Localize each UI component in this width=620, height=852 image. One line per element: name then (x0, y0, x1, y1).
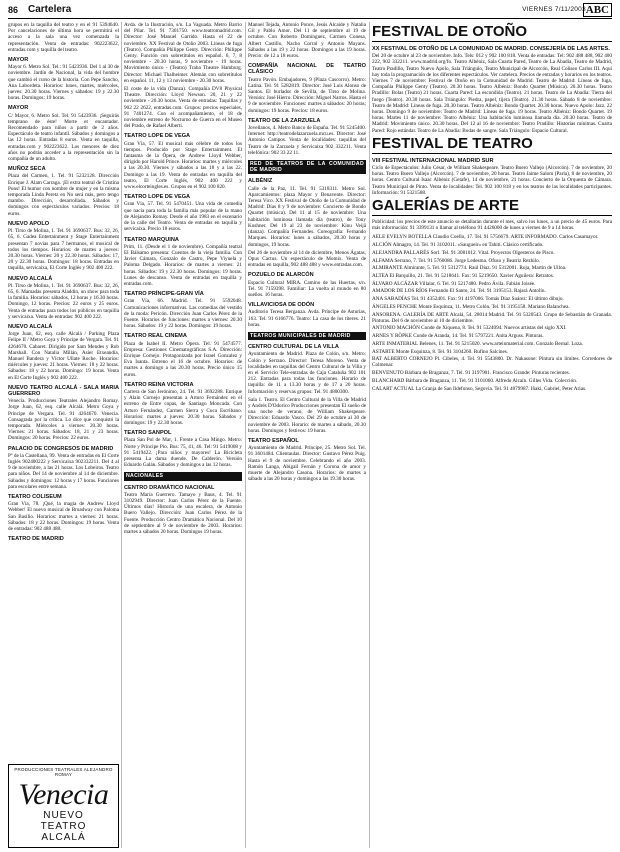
listing (8, 446, 119, 490)
listing (8, 494, 119, 532)
listing (248, 63, 366, 114)
gallery-item: ARNES Y RÖPKE Conde de Aranda, 14. Tel. 91 5797221. Anita Arguss. Pinturas. (372, 333, 544, 340)
listing (124, 430, 242, 468)
gallery-item: AELE EVELYN BOTELLA Claudio Coello, 17. Tel. 91 5756679. ARTE INFORMADO. Carlos Casamayor. (372, 234, 599, 241)
listing (124, 22, 242, 84)
teatro-text: Ciclo de Espectáculos: Julio César, de William Shakespeare. Teatro Buero Vallejo (Alcorcón). 7 de noviembre, 20 horas. Teatro Buero Vallejo (Alcorcón). 7 de noviembre, 20 horas. Teatro Jaime Salom (Parla), 8 de noviembre, 20 horas. Centro Cultural Isaac Albéniz (Getafe), 14 de noviembre, 21 horas. Concierto de la Orquesta de Cámara. Teatro Municipal de Pinto. Venta de localidades: Tel. 902 100 818 y en los teatros de las localidades participantes. Información: 91 5321588. (372, 165, 612, 196)
listing (8, 536, 119, 542)
listing-title: TEATRO REAL CINEMA (124, 333, 187, 340)
listing (8, 166, 119, 217)
intro-text: grupos en la taquilla del teatro y en el 91 5394640. Por cancelaciones de última hora se permitirá el acceso a la sala una vez comenzada la representación. Venta de entradas: 902223622, entradas.com y taquilla del teatro. (8, 22, 119, 53)
listing-title: TEATRO LOPE DE VEGA (124, 133, 191, 140)
column-4 (372, 22, 612, 848)
gallery-item: ANSORENA. GALERÍA DE ARTE Alcalá, 54. 28014 Madrid. Tel. 91 5320543. Grupo de Sebastián de Granada. Pinturas. Del 6 de noviembre al 10 de diciembre. (372, 311, 612, 324)
listing-text: Ayuntamiento de Madrid. Plaza de Colón, s/n. Metro: Colón y Serrano. Director: Teresa Moreno. Venta de localidades en taquillas del Centro Cultural de la Villa y en el Servicio Tele-entradas de Caja Cataluña 902 101 212. Entradas para todas las funciones. Horario de taquilla: de 11 a 13.30 horas y de 17 a 20 horas. Información y reservas grupos: Tel. 91 4800300. (248, 351, 366, 395)
listing-title: TEATRO ESPAÑOL (248, 437, 299, 444)
newspaper-logo: ABC (583, 3, 612, 17)
listing-title: TEATRO DE MADRID (8, 536, 64, 543)
listing-text: Carrera de San Jerónimo, 24. Tel. 91 3692288. Enrique y Alain Cornejo presentan a Arturo Fernández en el estreno de Entre copas, de Santiago Moncada. Con Arturo Fernández, Carmen Sierra y Cuca Escribano. Horarios: martes a jueves: 20.30 horas. Sábados y domingos: 19 y 22.30 horas. (124, 388, 242, 426)
venecia-advertisement (8, 764, 119, 848)
gallery-item: ALMIRANTE Almirante, 5. Tel. 91 5312774. Raúl Díaz. 91 5312001. Roja, Martín de Ulloa. (372, 265, 567, 272)
listing-text: Gran Vía, 57. Tel. 91 5470451. Una vida de comedia que nacía para toda la familia más popular de la mano de Alejandro Romay. Desde el año 1983 en el escenario de la calle del Teatro. Venta de entradas en taquilla y servicaixa. Precio 18 euros. (124, 201, 242, 233)
listing-text: Plaza del Carmen, 1. Tel. 91 5232128. Dirección Enrique J. Alam Carraga. ¡El extra teatral de Cristina Pons! El humor con nombre de mujer y en la misma temporada Linda Peretz en No será más, pero tengo mambo. Dirección, desarrollada. Sábados y domingos con espectáculos variados. Precios: 18 euros. (8, 173, 119, 217)
listing (8, 276, 119, 320)
gallery-item: ÁLVARO ALCÁZAR Villalar, 6. Tel. 91 5217480. Pedro Ávila. Fabián Joisée. (372, 280, 536, 287)
gallery-item: BLANCHARD Bárbara de Braganza, 11. Tel. 91 3101060. Alfredo Alcaín. Gilles Vida. Colección. (372, 377, 578, 384)
listing (124, 485, 242, 536)
listing-title: TEATRO COLISEUM (8, 494, 62, 501)
section-bar: NACIONALES (124, 472, 242, 480)
listing-title: CENTRO CULTURAL DE LA VILLA (248, 344, 339, 351)
listing-text: Teatro Pavón. Embajadores, 9 (Plaza Cascorro). Metro: Latina. Tel. 91 5282819. Director: José Luis Alonso de Santos. El burlador de Sevilla, de Tirso de Molina. Versión: José Hierro. Dirección: Miguel Narros. Hasta el 9 de noviembre. Funciones: martes a sábados: 20 horas; domingos: 19 horas. Precios: 18 euros. (248, 76, 366, 114)
listing-text: Pl. Tirso de Molina, 1. Tel. 91 3690637. Bus: 32, 26, 65, 6. Mamadas presenta Aladdin, un show para toda la familia. Horarios: sábados, 12 horas y 16.30 horas. Domingo, 12 horas. Precios: 22 euros y 25 euros. Venta de entradas para todos los públicos en taquilla y servicaixa. Venta de entradas: 902 400 222. (8, 282, 119, 320)
listing-text: Venecia. Producciones Teatrales Alejandro Romay. Jorge Juan, 62, esq. calle Alcalá. Metro Goya y Príncipe de Vergara. Tel. 91 4264670. Venecia. Consagrada por la crítica. Lo dice que conquistó la temporada. Miércoles a viernes: 20.30 horas. Viernes: 21 horas. Sábados: 18, 21 y 23 horas. Domingos: 20 horas. Precios: 22 euros. (8, 398, 119, 442)
listing (124, 237, 242, 288)
gallery-item: ASTARTE Monte Esquinza, 8. Tel. 91 3104260. Rufino Salcines. (372, 348, 509, 355)
listing (124, 333, 242, 377)
gallery-item: BENVENUTO Bárbara de Braganza, 7. Tel. 91 3197901. Francisco Grande: Pinturas recientes. (372, 370, 570, 377)
listing-text: Avda. de la Ilustración, s/n. La Vaguada. Metro Barrio del Pilar. Tel. 91 7301750. www.teatromadrid.com. Director: José Manuel Garrido. Hasta el 22 de noviembre. XX Festival de Otoño 2003. Líneas de fuga (Teatro). Compañía Philippe Genty. Dirección: Philippe Genty. Función con sobretítulos en español. 6, 7, 8 noviembre - 20.30 horas, 9 noviembre - 19 horas. Movimiento único - (Teatro) Traba Theatre Hamburg. Director: Michael Thalheimer. Alemán con sobretítulos en español. 11, 12 y 13 noviembre - 20.30 horas. (124, 22, 242, 84)
gallery-item: ALFAMA Serrano, 7. Tel. 91 5760086. Jorge Ledesma. Ofuso y Beatriz Rezhilo. (372, 257, 541, 264)
listing (124, 382, 242, 426)
column-divider (245, 22, 246, 848)
listing-title: ALBÉNIZ (248, 178, 273, 185)
listing (124, 291, 242, 329)
listing-text: Gran Vía, 66. Madrid. Tel. 91 5592048. Comunicaciones informativas. Las comedias del vestido de la moda: Pericón. Dirección Juan Carlos Pérez de la Fuente. Horarios de funciones: martes a viernes: 20.30 horas. Sábados: 19 y 22 horas. Domingos: 19 horas. (124, 298, 242, 330)
listing-title: MAYOR (8, 57, 29, 64)
listing-text: Gran Vía, 57. El musical más célebre de todos los tiempos. Producido por Stage Entertainment. El fantasma de la Ópera, de Andrew Lloyd Webber, dirigido por Harold Prince. Horarios: martes y miércoles a las 20.30. Viernes y sábados a las 18 y a las 22. Domingo a las 19. Venta de entradas en taquilla del teatro, El Corte Inglés, 902 400 222 y www.elcorteingles.es. Grupos en el 902 100 820. (124, 140, 242, 191)
listing-title: NUEVO ALCALÁ (8, 275, 53, 282)
listing-text: Teatro María Guerrero. Tamayo y Baus, 4. Tel. 91 3102949. Director: Juan Carlos Pérez de la Fuente. Últimos días! Historia de una escalera, de Antonio Buero Vallejo. Dirección: Juan Carlos Pérez de la Fuente. Producción Centro Dramático Nacional. Del 10 de septiembre al 9 de noviembre de 2003. Horarios: martes a sábados 20 horas. Domingos 19 horas. (124, 491, 242, 536)
listing-title: TEATRO MARQUINA (124, 236, 179, 243)
festival-text: Del 20 de octubre al 23 de noviembre. Info. Tels: 012 y 902 100 818. Venta de entradas: Tel: 902 488 488, 902 400 222, 902 332211. www.madrid.org/fo. Teatro Albéniz, Sala Cuarta Pared, Teatro de La Abadía, Teatro de Madrid, Teatro Pradillo, Teatro Nuevo Apolo, Sala Triángulo, Teatro Municipal de Alcorcón, Real Coliseo Carlos III. Aquí hay toda la programación de los diferentes espectáculos. Ver cartelera. Precios de entradas y horarios en los teatros. Viernes 7 de noviembre: Festival de Otoño en la Comunidad de Madrid. Teatro de Madrid: Líneas de fuga, Compañía Philippe Genty (Teatro). 20.30 horas. Teatro Albéniz: Bondo Quartet (Música). 20.30 horas. Teatro Pradillo: Bolas (Teatro) 21 horas. Cuarta Pared: La escondida (Teatro). 21 horas. Teatro de La Abadía: Tierra del fuego (Teatro). 20.30 horas. Sala Triángulo: Piedra, papel, tijera (Teatro). 21.30 horas. Sábado 8 de noviembre: Teatro de Madrid: Líneas de fuga. 20.30 horas. Teatro Albéniz: Bondo Quartet. 20.30 horas. Nuevo Apolo: Jazz. 22 horas. Domingo 9 de noviembre: Teatro de Madrid: Líneas de fuga. 19 horas. Teatro Albéniz: Bondo Quartet. 19 horas. Martes 11 de noviembre: Teatro Albéniz: Una habitación luminosa llamada día. 20.30 horas. Teatro de Madrid: Movimiento único. 20.30 horas. Del 12 al 16 de noviembre: Teatro Pradillo: Historias mínimas. Cuarta Pared: Rojo estándar. Teatro de La Abadía: Bodas de sangre. Sala Triángulo: Espacio Cultural. (372, 53, 612, 134)
listing-text: Mayor 6. Metro Sol. Tel.: 91 5423936. Del 1 al 30 de noviembre. Jardín de Nacional, la vida del hombre que cambió el curso de la historia. Con Pepe Sancho, Ana Labordeta. Horarios: lunes, martes, miércoles, jueves: 20.30 horas. Viernes y sábados: 19 y 22.30 horas. Domingos: 19 horas. (8, 64, 119, 102)
listing-text: Ayuntamiento de Madrid. Príncipe, 25. Metro Sol. Tel. 91 3601484. Clientaulas. Director: Gustavo Pérez Puig. Hasta el 9 de noviembre. Celebrando el año 2003. Ramón Langa, Abigail Fernán y Corona de amor y muerte de Alejandro Casona. Horarios: de martes a sábado a las 20 horas y domingos a las 19.30 horas. (248, 445, 366, 483)
listing (248, 22, 366, 59)
teatro-subtitle: VIII FESTIVAL INTERNACIONAL MADRID SUR (372, 157, 494, 164)
listing-text: C/ Mayor, 6. Metro Sol. Tel. 91 5423936. ¡Seguirás temprano de éste! Morte et encantador. Recomendado para niños a partir de 2 años. Espectáculo de teatro infantil. Sábados y domingos a las 12 horas. Entradas 8 euros. Venta en taquilla, entradas.com y 902223622. Los menores de diez años no podrán acceder a la representación sin la compañía de un adulto. (8, 112, 119, 163)
listing-text: Jovellanos, 4. Metro Banco de España. Tel. 91 5245400. Internet: http://teatrodelazarzuela.mcu.es. Director: José Antonio Campos. Venta de localidades: taquillas del Teatro de la Zarzuela y Servicaixa 902 332211. Venta telefónica: 902 33 22 11. (248, 125, 366, 156)
listing-title: MUÑOZ SECA (8, 166, 46, 173)
listing-title: TEATRO DE LA ZARZUELA (248, 117, 321, 124)
listing-title: NUEVO APOLO (8, 220, 50, 227)
listing-title: TEATRO PRÍNCIPE-GRAN VÍA (124, 291, 204, 298)
column-2 (124, 22, 242, 848)
listing-text: Jorge Juan, 62, esq. calle Alcalá / Parking Plaza Felipe II / Metro Goya y Príncipe de Vergara. Tel. 91 4264670. Cabaret. Dirigido por Sam Mendes y Rob Marshall. Con Natalia Millán, Asier Etxeandía, Manuel Bandera y Víctor Ullate Roche. Horarios: miércoles y jueves: 21 horas. Viernes: 18 y 22 horas. Sábados: 18 y 22 horas. Domingo: 19 horas. Venta en El Corte Inglés y 902 400 222. (8, 331, 119, 381)
gallery-item: CALART ACTUAL La Granja de San Ildefonso, Segovia. Tel. 91 4079987. Iñaki, Gabriel, Peter Arias. (372, 385, 587, 392)
ad-venue-line: NUEVO (43, 810, 84, 821)
listing-text: Pº de la Castellana, 99. Venta de entradas en El Corte Inglés 902400222 y Servicaixa 902332211. Del 4 al 9 de noviembre, a las 21 horas. Los Lobeiros. Teatro para niños. Del 14 de noviembre al 14 de diciembre. Sábados y domingos: 12 horas y 17 horas. Funciones para escolares entre semana. (8, 452, 119, 490)
listing (124, 86, 242, 129)
column-divider (121, 22, 122, 848)
listing-text: Espacio Cultural MIRA. Camino de las Huertas, s/n. Tel. 91 7159398. Familiar: La vuelta al mundo en 80 sueños. 16 horas. (248, 279, 366, 298)
listing (8, 105, 119, 162)
listing-title: NUEVO ALCALÁ (8, 323, 53, 330)
listing-text: Gran Vía, 78. ¡Qué, la magia de Andrew Lloyd Webber! El nuevo musical de Broadway con Paloma San Basilio. Horarios: martes a viernes: 21 horas. Sábados: 18 y 22 horas. Domingos: 19 horas. Venta de entradas: 902 488 488. (8, 501, 119, 533)
galerias-heading: GALERÍAS DE ARTE (372, 198, 612, 216)
listing-text: Manuel Tejada, Antonio Ponce, Jesús Alcaide y Natalia Gil y Pablo Amor. Del 11 de septiembre al 19 de octubre. Con Roberto Domínguez, Carmen Conesa, Albert Castillo, Nacho Corral y Antonio Mayans. Sábados a las 19 y 22 horas. Domingos a las 19 horas. Precio: de 12 a 18 euros. (248, 22, 366, 60)
column-divider (369, 22, 370, 848)
listing (8, 324, 119, 381)
gallery-item: ALEJANDRA PALLARÉS Sorl. Tel. 91 3081012. Vital. Proyectos Olgesteros de Pisco. (372, 249, 555, 256)
galerias-intro: Publicidad: los precios de este anuncio se detallarán durante el mes, salvo los lunes, a un precio de 45 euros. Para más información: 91 3399131 o llamar al teléfono 91 4426000 de lunes a viernes de 9 a 14 horas. (372, 219, 612, 232)
listing (248, 250, 366, 269)
listing-title: CENTRO DRAMÁTICO NACIONAL (124, 484, 215, 491)
listing (248, 272, 366, 298)
listing-title: PALACIO DE CONGRESOS DE MADRID (8, 445, 114, 452)
gallery-list (372, 234, 612, 391)
section-bar: TEATROS MUNICIPALES DE MADRID (248, 332, 366, 340)
listing-text: Pl. Tirso de Molina, 1. Tel. 91 3690637. Bus: 32, 26, 65, 6. Gadea Entertainment y Stage Entertainment presentan 7 novias para 7 hermanos, el musical de todos los tiempos. Horarios: de martes a jueves: 20.30 horas. Viernes: 20 y 22.30 horas. Sábados: 17, 20 y 22.30 horas. Domingos: 18 horas. Entradas en taquilla, servicaixa, El Corte Inglés y 902 400 222. (8, 228, 119, 272)
listing-text: Sala 1. Teatro. El Centro Cultural de la Villa de Madrid y Andrés D'Odorico Producciones presentan El sueño de una noche de verano, de William Shakespeare. Dirección: Eduardo Vasco. Del 29 de octubre al 30 de noviembre de 2003. Horario: de martes a sábado, 20.30 horas. Domingos y festivos: 19 horas. (248, 396, 366, 434)
listing-text: Plaza de Isabel II. Metro Ópera. Tel. 91 5474577. Empresa: Gestiones Cinematográficas S.A. Dirección: Enrique Cornejo. Protagonizada por Israel Gonzalez y Eva Isanta. Estreno el 16 de octubre. Horarios: de martes a domingo a las 20.30 horas. Precio único 15 euros. (124, 340, 242, 378)
listing-title: COMPAÑÍA NACIONAL DE TEATRO CLÁSICO (248, 63, 366, 76)
ad-venue-line: TEATRO (40, 821, 87, 832)
listing-text: Plaza San Pol de Mar, 1. Frente a Casa Mingo. Metro: Norte y Príncipe Pío. Bus: 75, 41, 46. Tel: 91 5419008 y 91 5419422. ¡Para niños y mayores! La Bicicleta presenta La dama duende. De Calderón. Versión Eduardo Galán. Sábados y domingos a las 12 horas. (124, 437, 242, 469)
gallery-item: BAT ALBERTO CORNEJO Pl. Cibeles, 4. Tel. 91 5543800. Dr. Nakasone: Pintura sin límites. Corredores de Colmenar. (372, 356, 612, 369)
listing-text: El coste de la vida (Danza). Compañía DV8 Physical Theatre. Dirección: Lloyd Newson. 20, 21 y 22 noviembre - 20.30 horas. Venta de entradas: Taquillas y 902 22 2622, entradas.com. Grupos: precios especiales, 91 7401274. Con el acompañamiento, el 18 de noviembre estreno de Nocturno de Guerra en el Museo del Prado, de Rafael Alberti. (124, 86, 242, 130)
festival-otono-heading: FESTIVAL DE OTOÑO (372, 24, 612, 42)
listing (248, 178, 366, 247)
listing-title: TEATRO LOPE DE VEGA (124, 194, 191, 201)
listing (124, 194, 242, 232)
issue-date: VIERNES 7/11/2003 (522, 6, 586, 13)
listing-text: Auditorio Teresa Berganza. Avda. Príncipe de Asturias, 163. Tel. 91 6166776. Teatro: La casa de los títeres. 21 horas. (248, 309, 366, 328)
column-3 (248, 22, 366, 848)
page-number: 86 (8, 5, 19, 15)
festival-subtitle: XX FESTIVAL DE OTOÑO DE LA COMUNIDAD DE MADRID. CONSEJERÍA DE LAS ARTES. (372, 46, 610, 52)
section-title: Cartelera (28, 4, 72, 15)
gallery-item: ALTEA El Barquillo, 21. Tel. 91 5218641. Fax: 91 5219650. Xavier Aguilera: Retratos. (372, 272, 555, 279)
ad-producer: PRODUCCIONES TEATRALES ALEJANDRO ROMAY (14, 767, 113, 777)
listing-title: MAYOR (8, 105, 29, 112)
column-1 (8, 22, 119, 760)
listing (124, 133, 242, 190)
listing (248, 438, 366, 482)
listing-title: POZUELO DE ALARCÓN (248, 272, 314, 279)
gallery-item: ÁNGELES PENCHE Monte Esquinza, 11. Metro Colón. Tel. 91 3195158. Mariano Balanchea. (372, 303, 570, 310)
festival-teatro-heading: FESTIVAL DE TEATRO (372, 136, 612, 154)
listing-title: NUEVO TEATRO ALCALÁ - SALA MARIA GUERRERO (8, 384, 119, 397)
gallery-item: AMADOR DE LOS RÍOS Fernando El Santo, 24. Tel. 91 3195153. Rajará Antolín. (372, 288, 546, 295)
listing (8, 385, 119, 442)
ad-show-name: Venecia (18, 778, 109, 811)
listing-title: TEATRO SANPOL (124, 430, 172, 437)
section-bar: RED DE TEATROS DE LA COMUNIDAD DE MADRID (250, 161, 364, 174)
gallery-item: ARTE INMATERIAL Belenes, 11. Tel. 91 5215020. www.arteinmaterial.com. Gonzalo Bernal. Loza. (372, 340, 583, 347)
listing (8, 221, 119, 272)
gallery-item: ALCIÓN Almagro, 14. Tel. 91 3102011. «Saugueir» en Tahiti. Clásico certificado. (372, 242, 544, 249)
listing-title: VILLAVICIOSA DE ODÓN (248, 302, 315, 309)
listing-text: Del 26 de noviembre al 14 de diciembre, Menos Ágatas, Opus Cactus. Un espectáculo de Momix. Venta de entradas en taquilla, 902 488 488 y www.entradas.com. (248, 249, 366, 269)
gallery-item: ANTONIO MACHÓN Conde de Xiquena, 8. Tel. 91 5324094. Nuevos artistas del siglo XXI. (372, 325, 567, 332)
listing (248, 397, 366, 434)
listing (248, 302, 366, 328)
listing-text: Prim, 11. (Desde el 1 de noviembre). Compañía teatral El Bálsamo presenta: Cuentos de la vieja familia. Con Javier Cámara, Gonzalo de Castro, Pepe Viyuela y Paloma Delgado. Horarios: de martes a viernes: 21 horas. Sábados: 19 y 22.30 horas. Domingos: 19 horas. Lunes de descanso. Venta de entradas en taquilla y entradas.com. (124, 243, 242, 287)
listing (248, 118, 366, 156)
ad-venue-line: ALCALÁ (41, 832, 86, 843)
listing-title: TEATRO REINA VICTORIA (124, 381, 194, 388)
gallery-item: ANA SABADÍAS Tel. 91 4352401. Fax: 91 4197006. Tomás Díaz Suárez: El último dibujo. (372, 296, 564, 303)
page-header (8, 4, 612, 19)
listing-text: Calle de la Paz, 11. Tel. 91 5318311. Metro Sol. Aparcamientos: plaza Mayor y Benavente. Director: Teresa Vico. XX Festival de Otoño de la Comunidad de Madrid: Días 8 y 9 de noviembre: Concierto de Bondo Quartet (música). Del 11 al 15 de noviembre: Una habitación luminosa llamada día (teatro), de Tony Kushner. Del 19 al 23 de noviembre: Kinu Veijā (danza). Compañía Fernandes. Coreografía: Fernando Marques. Horarios: lunes a sábados, 20.30 horas y domingos, 19 horas. (248, 185, 366, 248)
listing (248, 344, 366, 395)
listing (8, 57, 119, 101)
